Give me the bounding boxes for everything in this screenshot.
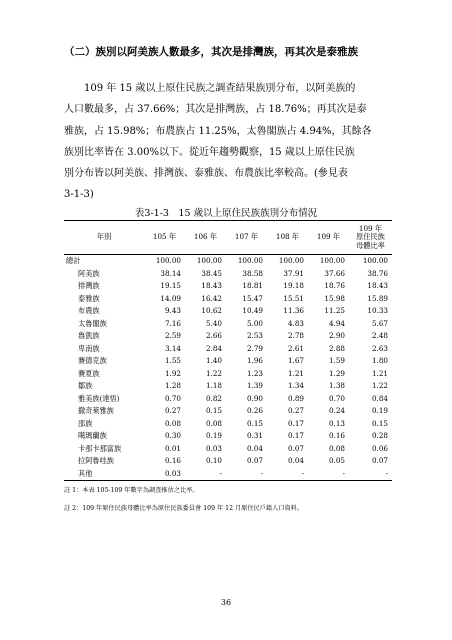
row-label: 撒奇萊雅族 — [78, 406, 114, 415]
table-row — [64, 405, 392, 418]
row-label: 布農族 — [78, 306, 100, 315]
table-cell: - — [185, 468, 226, 481]
table-cell: - — [226, 468, 267, 481]
table-cell: 0.08 — [205, 418, 222, 428]
table-header-cell: 107 年 — [226, 221, 267, 255]
table-cell: 10.62 — [201, 306, 222, 315]
row-label: 阿美族 — [78, 268, 100, 278]
table-cell: 0.06 — [371, 443, 388, 453]
table-cell: 38.76 — [367, 268, 388, 278]
table-cell: 1.22 — [371, 381, 388, 390]
table-cell: 0.70 — [164, 393, 181, 403]
table-header-cell: 109 年 原住民族 母體比率 — [349, 221, 392, 255]
row-label: 卡那卡那富族 — [78, 443, 122, 453]
table-cell: 1.34 — [287, 381, 304, 390]
table-row — [64, 368, 392, 381]
table-cell: 10.49 — [242, 306, 263, 315]
table-cell: 1.29 — [328, 368, 345, 378]
table-row — [64, 318, 392, 331]
table-cell: 0.24 — [328, 406, 345, 415]
table-header-row — [64, 221, 392, 255]
table-cell: 0.17 — [287, 431, 304, 440]
table-cell: 0.90 — [246, 393, 263, 403]
table-row — [64, 455, 392, 468]
table-cell: 2.78 — [287, 331, 304, 340]
table-cell: 18.81 — [242, 281, 263, 290]
table-cell: 15.98 — [324, 293, 345, 303]
table-cell: 38.45 — [201, 268, 222, 278]
table-note-2: 註 2：109 年原住民族母體比率為原住民族委員會 109 年 12 月原住民戶籍人口資料。 — [64, 505, 304, 512]
row-label: 泰雅族 — [78, 293, 100, 303]
table-cell: 100.00 — [319, 256, 345, 265]
table-header-cell: 105 年 — [144, 221, 185, 255]
table-cell: 37.91 — [283, 268, 304, 278]
table-cell: 14.09 — [160, 293, 181, 303]
table-cell: 11.36 — [283, 306, 304, 315]
table-cell: - — [267, 468, 308, 481]
row-label: 卑南族 — [78, 343, 100, 353]
table-cell: 18.43 — [201, 281, 222, 290]
table-cell: 2.63 — [371, 343, 388, 353]
table-header-cell: 109 年 — [308, 221, 349, 255]
table-cell: 1.28 — [164, 381, 181, 390]
table-cell: 2.59 — [164, 331, 181, 340]
table-cell: 2.84 — [205, 343, 222, 353]
page-number: 36 — [220, 598, 232, 607]
table-cell: 0.04 — [246, 443, 263, 453]
table-cell: 100.00 — [237, 256, 263, 265]
table-row — [64, 418, 392, 431]
table-header-cell: 106 年 — [185, 221, 226, 255]
section-heading: （二）族別以阿美族人數最多，其次是排灣族，再其次是泰雅族 — [64, 46, 358, 58]
table-cell: 0.30 — [164, 431, 181, 440]
table-cell: 1.92 — [164, 368, 181, 378]
table-cell: 0.27 — [164, 406, 181, 415]
table-cell: 0.19 — [205, 431, 222, 440]
table-cell: 0.16 — [164, 456, 181, 465]
row-label: 魯凱族 — [78, 331, 100, 340]
table-cell: 1.40 — [205, 356, 222, 365]
table-cell: 100.00 — [196, 256, 222, 265]
paragraph-line: 3-1-3) — [64, 189, 94, 201]
table-cell: 0.07 — [246, 456, 263, 465]
table-cell: 0.28 — [371, 431, 388, 440]
table-body — [64, 255, 392, 481]
paragraph-line: 109 年 15 歲以上原住民族之調查結果族別分布，以阿美族的 — [84, 83, 356, 94]
table-row — [64, 255, 392, 268]
table-cell: 2.66 — [205, 331, 222, 340]
table-cell: 9.43 — [164, 306, 181, 315]
row-label: 總計 — [66, 256, 81, 265]
table-cell: 0.08 — [328, 443, 345, 453]
row-label: 其他 — [64, 468, 144, 481]
table-cell: 38.14 — [160, 268, 181, 278]
table-cell: 18.76 — [324, 281, 345, 290]
table-cell: 15.51 — [283, 293, 304, 303]
table-cell: 0.07 — [371, 456, 388, 465]
table-cell: 0.13 — [328, 418, 345, 428]
table-cell: 0.03 — [144, 468, 185, 481]
table-cell: 2.48 — [371, 331, 388, 340]
table-cell: 100.00 — [278, 256, 304, 265]
table-cell: 0.07 — [287, 443, 304, 453]
row-label: 邵族 — [78, 418, 93, 428]
ethnic-distribution-table — [64, 220, 392, 481]
table-cell: 0.04 — [287, 456, 304, 465]
table-cell: 1.59 — [328, 356, 345, 365]
table-cell: 2.88 — [328, 343, 345, 353]
table-cell: 11.25 — [324, 306, 345, 315]
table-cell: 5.40 — [205, 318, 222, 328]
table-cell: 1.39 — [246, 381, 263, 390]
table-cell: 4.83 — [287, 318, 304, 328]
table-row — [64, 293, 392, 306]
table-cell: 2.90 — [328, 331, 345, 340]
table-cell: 1.80 — [371, 356, 388, 365]
table-note-1: 註 1：本表 105-109 年數字為調查推估之比率。 — [64, 487, 199, 494]
table-cell: 5.67 — [371, 318, 388, 328]
table-cell: 0.10 — [205, 456, 222, 465]
table-cell: 2.61 — [287, 343, 304, 353]
table-cell: 0.19 — [371, 406, 388, 415]
table-cell: 3.14 — [164, 343, 181, 353]
table-row — [64, 343, 392, 356]
paragraph-line: 族別比率皆在 3.00%以下。從近年趨勢觀察，15 歲以上原住民族 — [64, 146, 355, 158]
table-row — [64, 443, 392, 456]
table-row — [64, 430, 392, 443]
row-label: 太魯閣族 — [78, 318, 107, 328]
paragraph-line: 雅族，占 15.98%；布農族占 11.25%，太魯閣族占 4.94%，其餘各 — [64, 125, 372, 137]
table-cell: - — [308, 468, 349, 481]
table-cell: 0.31 — [246, 431, 263, 440]
row-label: 賽夏族 — [78, 368, 100, 378]
table-cell: 1.38 — [328, 381, 345, 390]
table-cell: 0.16 — [328, 431, 345, 440]
table-cell: 0.27 — [287, 406, 304, 415]
table-cell: 4.94 — [328, 318, 345, 328]
table-cell: 1.21 — [371, 368, 388, 378]
row-label: 排灣族 — [78, 281, 100, 290]
table-cell: 0.82 — [205, 393, 222, 403]
table-cell: 1.21 — [287, 368, 304, 378]
table-cell: 0.03 — [205, 443, 222, 453]
table-cell: 100.00 — [362, 256, 388, 265]
table-row — [64, 468, 392, 481]
table-row — [64, 268, 392, 281]
table-cell: 0.15 — [371, 418, 388, 428]
paragraph-line: 別分布皆以阿美族、排灣族、泰雅族、布農族比率較高。(參見表 — [64, 168, 348, 180]
row-label: 賽德克族 — [78, 356, 107, 365]
table-cell: 0.17 — [287, 418, 304, 428]
table-cell: 2.79 — [246, 343, 263, 353]
table-cell: 1.23 — [246, 368, 263, 378]
table-row — [64, 380, 392, 393]
table-cell: 0.84 — [371, 393, 388, 403]
table-cell: 37.66 — [324, 268, 345, 278]
table-cell: 1.55 — [164, 356, 181, 365]
table-cell: - — [349, 468, 392, 481]
row-label: 拉阿魯哇族 — [78, 456, 114, 465]
table-row — [64, 280, 392, 293]
table-row — [64, 305, 392, 318]
table-cell: 7.16 — [164, 318, 181, 328]
table-cell: 2.53 — [246, 331, 263, 340]
table-cell: 100.00 — [155, 256, 181, 265]
table-cell: 38.58 — [242, 268, 263, 278]
table-cell: 10.33 — [367, 306, 388, 315]
table-row — [64, 355, 392, 368]
table-cell: 0.08 — [164, 418, 181, 428]
table-cell: 0.26 — [246, 406, 263, 415]
table-row — [64, 330, 392, 343]
table-header-cell: 年別 — [64, 221, 144, 255]
table-cell: 18.43 — [367, 281, 388, 290]
table-header-cell: 108 年 — [267, 221, 308, 255]
table-cell: 1.96 — [246, 356, 263, 365]
body-paragraph — [64, 78, 394, 206]
paragraph-line: 人口數最多，占 37.66%；其次是排灣族，占 18.76%；再其次是泰 — [64, 104, 367, 116]
table-cell: 0.89 — [287, 393, 304, 403]
table-caption: 表3-1-3 15 歲以上原住民族族別分布情況 — [134, 208, 318, 219]
table-cell: 0.15 — [246, 418, 263, 428]
table-cell: 1.67 — [287, 356, 304, 365]
table-cell: 0.70 — [328, 393, 345, 403]
table-cell: 19.18 — [283, 281, 304, 290]
table-cell: 0.15 — [205, 406, 222, 415]
table-cell: 1.18 — [205, 381, 222, 390]
table-cell: 1.22 — [205, 368, 222, 378]
table-cell: 16.42 — [201, 293, 222, 303]
table-cell: 15.89 — [367, 293, 388, 303]
table-cell: 0.01 — [164, 443, 181, 453]
row-label: 鄒族 — [78, 381, 93, 390]
table-row — [64, 393, 392, 406]
table-cell: 19.15 — [160, 281, 181, 290]
row-label: 雅美族(達悟) — [78, 393, 120, 403]
row-label: 噶瑪蘭族 — [78, 431, 107, 440]
table-cell: 15.47 — [242, 293, 263, 303]
table-cell: 5.00 — [246, 318, 263, 328]
table-cell: 0.05 — [328, 456, 345, 465]
